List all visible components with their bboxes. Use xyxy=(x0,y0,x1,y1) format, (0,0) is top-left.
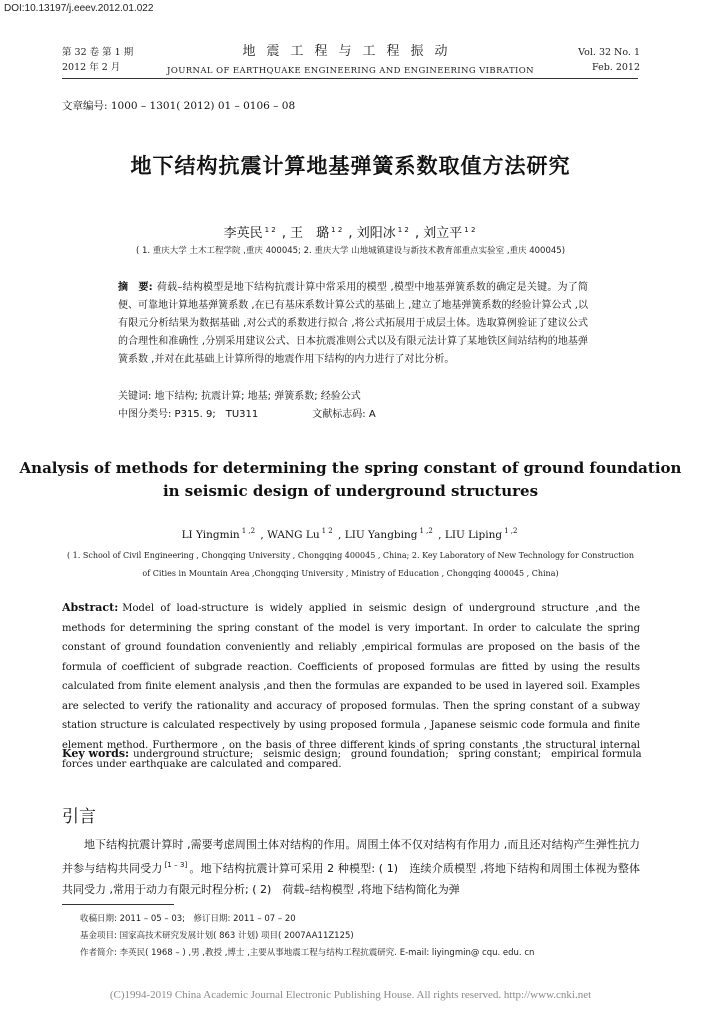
paper-title-cn: 地下结构抗震计算地基弹簧系数取值方法研究 xyxy=(130,154,571,178)
paper-title-en-line1: Analysis of methods for determining the spring constant of ground foundation xyxy=(19,459,682,477)
abstract-cn xyxy=(118,279,588,369)
affiliation-en-line1: ( 1. School of Civil Engineering , Chongqing University , Chongqing 400045 , China; 2. Key Laboratory of New Technology for Construction xyxy=(67,551,634,560)
affiliation-en-line2: of Cities in Mountain Area ,Chongqing University , Ministry of Education , Chongqing 400045 , China) xyxy=(142,569,559,578)
abstract-cn-text: 荷载–结构模型是地下结构抗震计算中常采用的模型 ,模型中地基弹簧系数的确定是关键。为了简便、可靠地计算地基弹簧系数 ,在已有基床系数计算公式的基础上 ,建立了地基弹簧系数的经验计算公式 ,以有限元分析结果为数据基础 ,对公式的系数进行拟合 ,将公式拓展用于成层土体。选取算例验证了建议公式的合理性和准确性 ,分别采用建议公式、日本抗震准则公式以及有限元法计算了某地铁区间站结构的地基弹簧系数 ,并对在此基础上计算所得的地震作用下结构的内力进行了对比分析。 xyxy=(118,282,589,365)
cnki-watermark: (C)1994-2019 China Academic Journal Electronic Publishing House. All rights reserved. http://www.cnki.net xyxy=(109,989,592,1001)
doi-label: DOI:10.13197/j.eeev.2012.01.022 xyxy=(4,3,154,14)
journal-name-en: JOURNAL OF EARTHQUAKE ENGINEERING AND ENGINEERING VIBRATION xyxy=(167,66,534,76)
abstract-en-label: Abstract: xyxy=(62,601,119,614)
abstract-en-text: Model of load-structure is widely applied in seismic design of underground structure ,and the methods for determining the spring constant of the model is very important. In order to calculate the spring constant of ground foundation conveniently and reliably ,empirical formulas are proposed on the basis of the formula of coefficient of subgrade reaction. Coefficients of proposed formulas are fitted by using the results calculated from finite element analysis ,and then the formulas are expanded to be used in layered soil. Examples are selected to verify the rationality and accuracy of proposed formulas. Then the spring constant of a subway station structure is calculated respectively by using proposed formula , Japanese seismic code formula and finite element method. Furthermore , on the basis of three different kinds of spring constants ,the structural internal forces under earthquake are calculated and compared. xyxy=(62,603,640,770)
document-code: 文献标志码: A xyxy=(312,409,376,420)
journal-name-cn: 地震工程与工程振动 xyxy=(242,44,459,59)
section-heading-introduction: 引言 xyxy=(62,807,96,827)
author-cn: 李英民 $^{1 2}$ , xyxy=(223,226,286,241)
affiliation-en xyxy=(0,547,701,583)
footnote-funding: 基金项目: 国家高技术研究发展计划( 863 计划) 项目( 2007AA11Z125) xyxy=(80,931,354,941)
author-en: LIU Yangbing $^{1 ,2}$ , xyxy=(344,527,442,541)
author-cn: 王 璐 $^{1 2}$ , xyxy=(290,226,353,241)
abstract-cn-label: 摘 要: xyxy=(118,282,153,293)
article-number: 文章编号: 1000 – 1301( 2012) 01 – 0106 – 08 xyxy=(62,100,296,112)
footnote-divider xyxy=(62,904,174,905)
citation[interactable]: [1 – 3] xyxy=(164,861,188,869)
volume-issue-en: Vol. 32 No. 1 xyxy=(578,47,640,58)
publish-date-en: Feb. 2012 xyxy=(592,62,640,73)
header-divider xyxy=(62,78,638,79)
footnote-author-bio: 作者简介: 李英民( 1968 – ) ,男 ,教授 ,博士 ,主要从事地震工程与结构工程抗震研究. E-mail: liyingmin@ cqu. edu. cn xyxy=(80,948,535,958)
author-list-en xyxy=(0,527,701,541)
keywords-en-text: underground structure; seismic design; ground foundation; spring constant; empirical formula xyxy=(133,749,642,760)
author-cn: 刘立平 $^{1 2}$ xyxy=(423,226,476,241)
journal-volume-info-en xyxy=(578,45,640,75)
paper-title-en-line2: in seismic design of underground structures xyxy=(162,482,539,500)
author-en: LIU Liping $^{1 ,2}$ xyxy=(444,527,518,541)
keywords-en-label: Key words: xyxy=(62,747,130,760)
author-en: LI Yingmin $^{1 ,2}$ , xyxy=(181,527,264,541)
classification-line xyxy=(118,405,376,420)
volume-issue: 第 32 卷 第 1 期 xyxy=(62,47,134,58)
author-cn: 刘阳冰 $^{1 2}$ , xyxy=(356,226,420,241)
author-en: WANG Lu $^{1 2}$ , xyxy=(267,527,342,541)
introduction-paragraph: 地下结构抗震计算时 ,需要考虑周围土体对结构的作用。周围土体不仅对结构有作用力 ,而且还对结构产生弹性抗力并参与结构共同受力 [1 – 3] 。地下结构抗震计算可采用 2 种模型: ( 1) 连续介质模型 ,将地下结构和周围土体视为整体共同受力 ,常用于动力有限元时程分析; ( 2) 荷载–结构模型 ,将地下结构简化为弹 xyxy=(62,838,641,896)
keywords-en xyxy=(62,745,642,760)
clc-number: 中图分类号: P315. 9; TU311 xyxy=(118,409,259,420)
publish-date-cn: 2012 年 2 月 xyxy=(62,62,121,73)
keywords-cn: 关键词: 地下结构; 抗震计算; 地基; 弹簧系数; 经验公式 xyxy=(118,391,361,402)
footnote-dates: 收稿日期: 2011 – 05 – 03; 修订日期: 2011 – 07 – 20 xyxy=(80,914,296,924)
affiliation-cn: ( 1. 重庆大学 土木工程学院 ,重庆 400045; 2. 重庆大学 山地城镇建设与新技术教育部重点实验室 ,重庆 400045) xyxy=(135,246,566,256)
author-list-cn xyxy=(0,222,701,241)
paper-title-en xyxy=(0,457,701,503)
